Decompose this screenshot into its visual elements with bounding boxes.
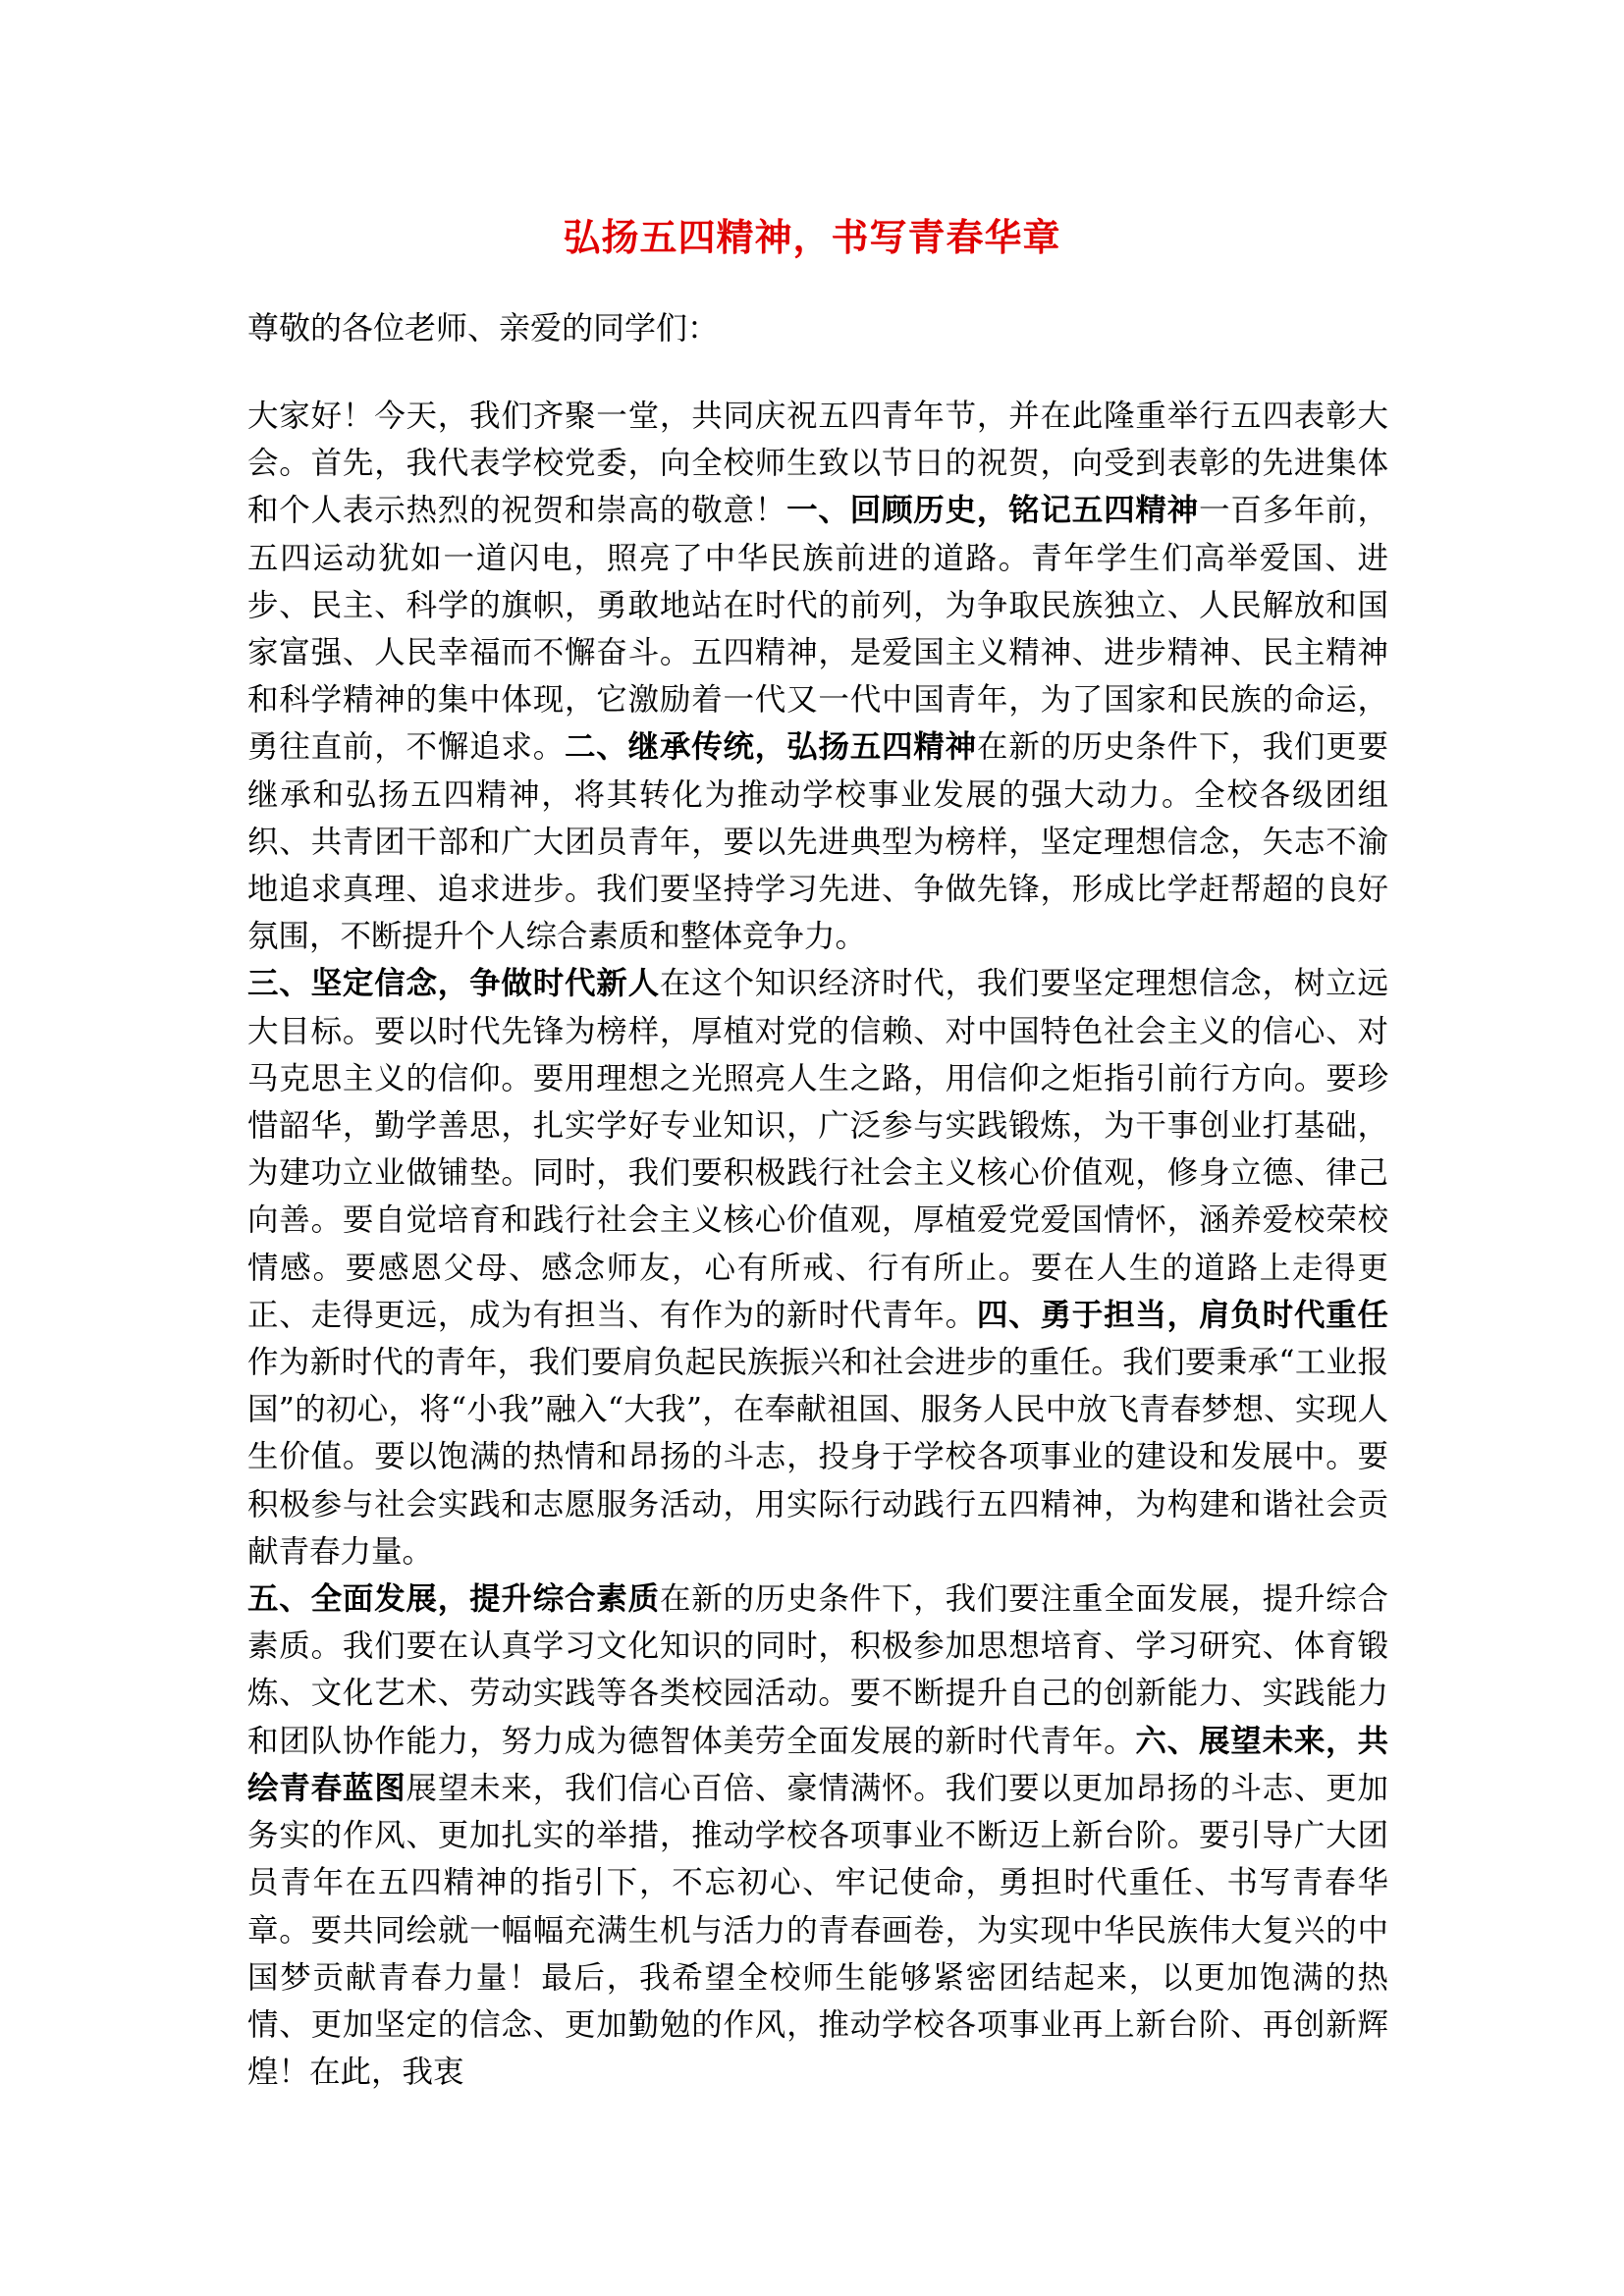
section-text-6: 展望未来，我们信心百倍、豪情满怀。我们要以更加昂扬的斗志、更加务实的作风、更加扎实的举措，推动学校各项事业不断迈上新台阶。要引导广大团员青年在五四精神的指引下，不忘初心、牢记使命，勇担时代重任、书写青春华章。要共同绘就一幅幅充满生机与活力的青春画卷，为实现中华民族伟大复兴的中国梦贡献青春力量！最后，我希望全校师生能够紧密团结起来，以更加饱满的热情、更加坚定的信念、更加勤勉的作风，推动学校各项事业再上新台阶、再创新辉煌！在此，我衷: [247, 1770, 1388, 2091]
paragraph-1: [247, 393, 1388, 960]
section-text-2: 在新的历史条件下，我们更要继承和弘扬五四精神，将其转化为推动学校事业发展的强大动力。全校各级团组织、共青团干部和广大团员青年，要以先进典型为榜样，坚定理想信念，矢志不渝地追求真理、追求进步。我们要坚持学习先进、争做先锋，形成比学赶帮超的良好氛围，不断提升个人综合素质和整体竞争力。: [247, 729, 1388, 955]
paragraph-2: [247, 960, 1388, 1575]
section-heading-6: 六、展望未来，共绘青春蓝图: [247, 1722, 1388, 1806]
paragraph-3: [247, 1575, 1388, 2096]
section-heading-2: 二、继承传统，弘扬五四精神: [565, 728, 977, 766]
intro-text: 大家好！今天，我们齐聚一堂，共同庆祝五四青年节，并在此隆重举行五四表彰大会。首先，我代表学校党委，向全校师生致以节日的祝贺，向受到表彰的先进集体和个人表示热烈的祝贺和崇高的敬意！: [247, 399, 1388, 529]
section-text-3: 在这个知识经济时代，我们要坚定理想信念，树立远大目标。要以时代先锋为榜样，厚植对党的信赖、对中国特色社会主义的信心、对马克思主义的信仰。要用理想之光照亮人生之路，用信仰之炬指引前行方向。要珍惜韶华，勤学善思，扎实学好专业知识，广泛参与实践锻炼，为干事创业打基础，为建功立业做铺垫。同时，我们要积极践行社会主义核心价值观，修身立德、律己向善。要自觉培育和践行社会主义核心价值观，厚植爱党爱国情怀，涵养爱校荣校情感。要感恩父母、感念师友，心有所戒、行有所止。要在人生的道路上走得更正、走得更远，成为有担当、有作为的新时代青年。: [247, 966, 1388, 1333]
section-heading-3: 三、坚定信念，争做时代新人: [247, 965, 660, 1002]
section-text-4: 作为新时代的青年，我们要肩负起民族振兴和社会进步的重任。我们要秉承“工业报国”的初心，将“小我”融入“大我”，在奉献祖国、服务人民中放飞青春梦想、实现人生价值。要以饱满的热情和昂扬的斗志，投身于学校各项事业的建设和发展中。要积极参与社会实践和志愿服务活动，用实际行动践行五四精神，为构建和谐社会贡献青春力量。: [247, 1345, 1388, 1570]
document-body: [247, 393, 1388, 2096]
section-heading-4: 四、勇于担当，肩负时代重任: [976, 1296, 1388, 1333]
document-title: 弘扬五四精神，书写青春华章: [563, 215, 1061, 259]
section-heading-1: 一、回顾历史，铭记五四精神: [786, 492, 1199, 529]
section-heading-5: 五、全面发展，提升综合素质: [247, 1580, 660, 1618]
section-text-1: 一百多年前，五四运动犹如一道闪电，照亮了中华民族前进的道路。青年学生们高举爱国、进步、民主、科学的旗帜，勇敢地站在时代的前列，为争取民族独立、人民解放和国家富强、人民幸福而不懈奋斗。五四精神，是爱国主义精神、进步精神、民主精神和科学精神的集中体现，它激励着一代又一代中国青年，为了国家和民族的命运，勇往直前，不懈追求。: [247, 493, 1388, 766]
section-text-5: 在新的历史条件下，我们要注重全面发展，提升综合素质。我们要在认真学习文化知识的同时，积极参加思想培育、学习研究、体育锻炼、文化艺术、劳动实践等各类校园活动。要不断提升自己的创新能力、实践能力和团队协作能力，努力成为德智体美劳全面发展的新时代青年。: [247, 1581, 1388, 1759]
greeting-line: 尊敬的各位老师、亲爱的同学们：: [247, 309, 720, 347]
